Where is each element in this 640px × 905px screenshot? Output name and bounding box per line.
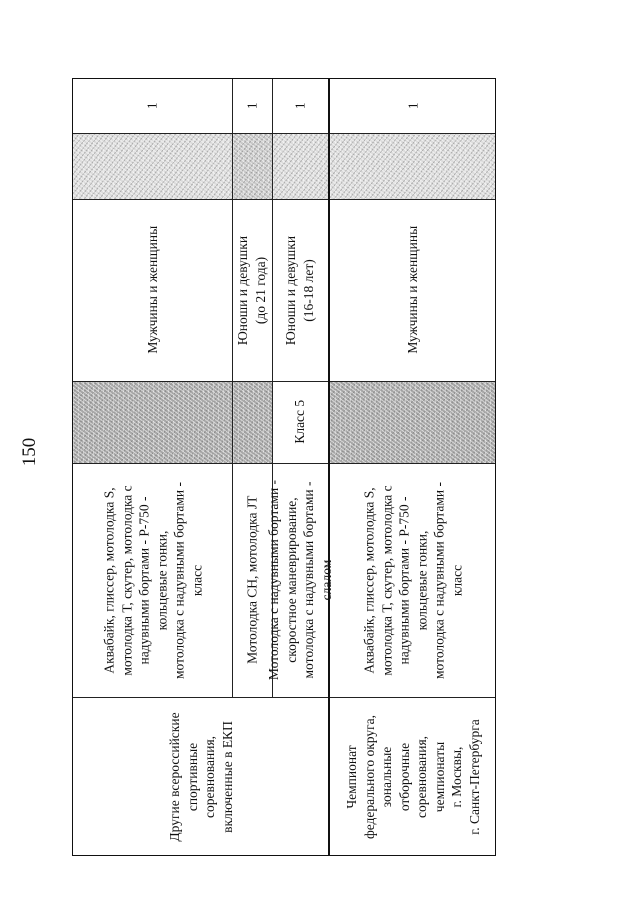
value-cell: 1: [405, 102, 421, 110]
discipline-cell: Аквабайк, глиссер, мотолодка S, мотолодка Т, скутер, мотолодка с надувными бортами - Р-750 - кольцевые гонки, мотолодка с надувными бортами - класс: [101, 481, 204, 679]
hatched-cell: [273, 134, 328, 199]
hatched-cell: [330, 382, 496, 463]
hatched-cell: [233, 134, 272, 199]
class-cell: Класс 5: [292, 400, 308, 444]
value-cell: 1: [292, 102, 308, 110]
participants-cell: Мужчины и женщины: [405, 226, 421, 354]
competition-cell: Другие всероссийские спортивные соревнования, включенные в ЕКП: [166, 712, 234, 842]
value-cell: 1: [244, 102, 260, 110]
participants-cell: Мужчины и женщины: [144, 226, 160, 354]
hatched-cell: [330, 134, 496, 199]
hatched-cell: [73, 134, 232, 199]
participants-cell: Юноши и девушки (16-18 лет): [283, 235, 316, 345]
hatched-cell: [73, 382, 232, 463]
competition-cell: Чемпионат федерального округа, зональные отборочные соревнования, чемпионаты г. Москвы, г. Санкт-Петербурга: [344, 715, 482, 840]
page-number: 150: [19, 437, 40, 467]
participants-cell: Юноши и девушки (до 21 года): [235, 235, 268, 345]
discipline-cell: Мотолодка СН, мотолодка JT: [244, 495, 260, 665]
hatched-cell: [233, 382, 272, 463]
discipline-cell: Мотолодка с надувными бортами - скоростное маневрирование, мотолодка с надувными бортами - слалом: [266, 479, 334, 681]
rotated-table: [72, 78, 496, 856]
discipline-cell: Аквабайк, глиссер, мотолодка S, мотолодка Т, скутер, мотолодка с надувными бортами - Р-750 - кольцевые гонки, мотолодка с надувными бортами - класс: [361, 481, 464, 679]
value-cell: 1: [144, 102, 160, 110]
